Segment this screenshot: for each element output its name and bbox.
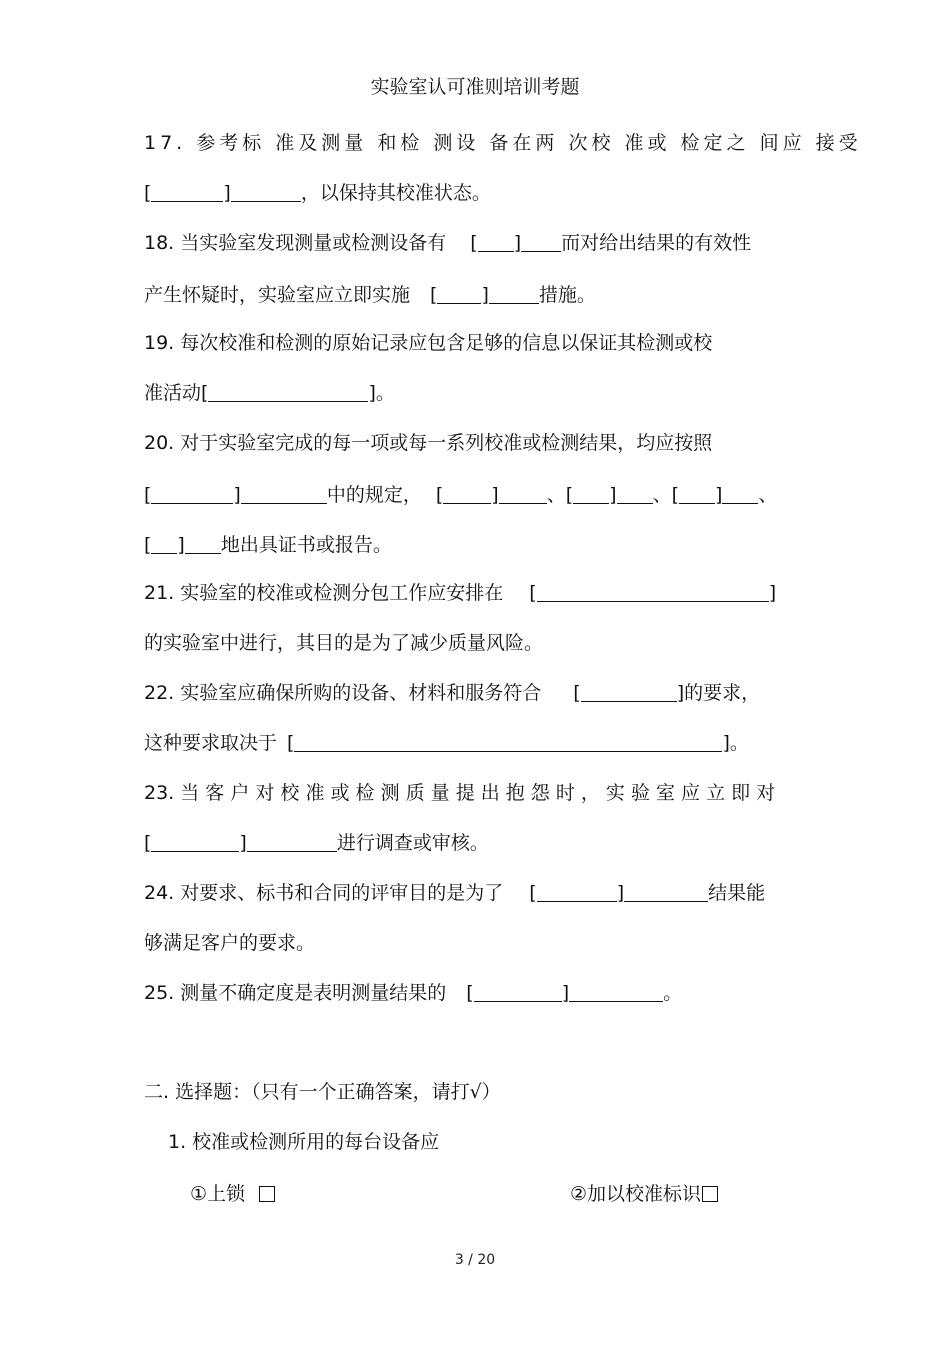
bracket-open: [ — [435, 484, 444, 506]
question-25-text-start: 25. 测量不确定度是表明测量结果的 — [144, 982, 447, 1004]
bracket-open: [ — [573, 682, 581, 704]
answer-blank[interactable] — [569, 983, 663, 1002]
question-24-text-start: 24. 对要求、标书和合同的评审目的是为了 — [144, 882, 504, 904]
question-18-text-end: 而对给出结果的有效性 — [561, 232, 752, 254]
mc-1-option-2[interactable] — [570, 1179, 718, 1206]
bracket-close: ] — [722, 732, 730, 754]
question-18-text-line2: 产生怀疑时，实验室应立即实施 — [144, 284, 411, 306]
question-17-line-2 — [144, 181, 491, 205]
question-19-line-2 — [144, 381, 395, 405]
answer-blank[interactable] — [521, 233, 561, 252]
mc-question-1: 1. 校准或检测所用的每台设备应 — [168, 1131, 440, 1153]
answer-blank[interactable] — [499, 485, 547, 504]
answer-blank[interactable] — [573, 485, 609, 504]
question-22-text-start: 22. 实验室应确保所购的设备、材料和服务符合 — [144, 682, 542, 704]
bracket-close: ] — [513, 232, 522, 254]
bracket-open: [ — [430, 284, 438, 306]
question-21-line-1 — [144, 581, 776, 605]
question-22-text-line2-end: 。 — [729, 732, 749, 754]
answer-blank[interactable] — [443, 485, 491, 504]
question-20-line-1: 20. 对于实验室完成的每一项或每一系列校准或检测结果，均应按照 — [144, 432, 713, 454]
page-title: 实验室认可准则培训考题 — [370, 76, 580, 98]
question-23-line-2 — [144, 831, 489, 855]
bracket-open: [ — [144, 182, 152, 204]
question-23-line-1: 23. 当 客 户 对 校 准 或 检 测 质 量 提 出 抱 怨 时 ， 实 验 室 应 立 即 对 — [144, 782, 776, 804]
bracket-close: ] — [491, 484, 499, 506]
answer-blank[interactable] — [624, 883, 708, 902]
bracket-open: [ — [144, 484, 152, 506]
bracket-close: ] — [561, 982, 570, 1004]
bracket-close: ] — [368, 382, 376, 404]
question-20-line-3 — [144, 533, 392, 557]
bracket-close: ] — [616, 882, 625, 904]
mc-1-option-2-label: ②加以校准标识 — [570, 1183, 702, 1205]
question-20-text-end: 地出具证书或报告。 — [220, 534, 392, 556]
question-18-text-start: 18. 当实验室发现测量或检测设备有 — [144, 232, 447, 254]
bracket-open: [ — [470, 232, 478, 254]
bracket-open: [ — [201, 382, 209, 404]
bracket-open: [ — [529, 582, 537, 604]
page-indicator: 3 / 20 — [454, 1252, 496, 1268]
question-22-line-2 — [144, 731, 749, 755]
bracket-close: ] — [676, 682, 685, 704]
answer-blank[interactable] — [247, 833, 337, 852]
answer-blank[interactable] — [581, 683, 677, 702]
mc-1-option-1-label: ①上锁 — [190, 1183, 246, 1205]
question-21-text-start: 21. 实验室的校准或检测分包工作应安排在 — [144, 582, 504, 604]
question-24-line-1 — [144, 881, 765, 905]
bracket-close: ] — [768, 582, 777, 604]
question-20-text-mid: 中的规定， — [326, 484, 422, 506]
answer-blank[interactable] — [241, 485, 327, 504]
answer-blank[interactable] — [185, 535, 221, 554]
question-24-text-end: 结果能 — [708, 882, 766, 904]
bracket-open: [ — [144, 832, 152, 854]
bracket-close: ] — [239, 832, 247, 854]
answer-blank[interactable] — [679, 485, 715, 504]
separator: 、 — [652, 484, 672, 506]
answer-blank[interactable] — [437, 285, 481, 304]
checkbox-icon[interactable] — [702, 1186, 718, 1202]
question-18-line-2 — [144, 283, 596, 307]
bracket-open: [ — [287, 732, 295, 754]
question-22-text-end: 的要求， — [684, 682, 761, 704]
answer-blank[interactable] — [722, 485, 758, 504]
section-2-heading: 二. 选择题：（只有一个正确答案，请打√） — [144, 1081, 501, 1103]
question-20-line-2 — [144, 483, 777, 507]
mc-1-option-1[interactable] — [190, 1179, 275, 1206]
question-22-line-1 — [144, 681, 760, 705]
question-17-text-end: ，以保持其校准状态。 — [300, 182, 491, 204]
answer-blank[interactable] — [537, 583, 769, 602]
separator: 、 — [758, 484, 778, 506]
answer-blank[interactable] — [151, 485, 233, 504]
question-22-text-line2: 这种要求取决于 — [144, 732, 278, 754]
question-18-text-line2-end: 措施。 — [538, 284, 596, 306]
bracket-close: ] — [609, 484, 617, 506]
answer-blank[interactable] — [294, 733, 722, 752]
question-17-line-1: 17. 参考标 准及测量 和检 测设 备在两 次校 准或 检定之 间应 接受 — [144, 132, 862, 154]
answer-blank[interactable] — [478, 233, 514, 252]
bracket-open: [ — [671, 484, 679, 506]
answer-blank[interactable] — [151, 183, 223, 202]
bracket-close: ] — [715, 484, 723, 506]
bracket-close: ] — [223, 182, 231, 204]
bracket-close: ] — [177, 534, 185, 556]
bracket-close: ] — [233, 484, 241, 506]
bracket-open: [ — [144, 534, 152, 556]
question-25-text-end: 。 — [663, 982, 683, 1004]
checkbox-icon[interactable] — [259, 1186, 275, 1202]
answer-blank[interactable] — [474, 983, 562, 1002]
bracket-open: [ — [466, 982, 474, 1004]
question-19-line-1: 19. 每次校准和检测的原始记录应包含足够的信息以保证其检测或校 — [144, 332, 713, 354]
question-24-line-2: 够满足客户的要求。 — [144, 932, 316, 954]
separator: 、 — [546, 484, 566, 506]
answer-blank[interactable] — [151, 535, 177, 554]
answer-blank[interactable] — [489, 285, 539, 304]
question-18-line-1 — [144, 231, 751, 255]
question-19-text-end: 。 — [375, 382, 395, 404]
question-19-text-start: 准活动 — [144, 382, 202, 404]
answer-blank[interactable] — [151, 833, 239, 852]
bracket-close: ] — [481, 284, 489, 306]
answer-blank[interactable] — [231, 183, 301, 202]
answer-blank[interactable] — [537, 883, 617, 902]
question-23-text-end: 进行调查或审核。 — [336, 832, 489, 854]
answer-blank[interactable] — [617, 485, 653, 504]
bracket-open: [ — [529, 882, 537, 904]
question-25-line-1 — [144, 981, 682, 1005]
question-21-line-2: 的实验室中进行，其目的是为了减少质量风险。 — [144, 632, 544, 654]
bracket-open: [ — [565, 484, 574, 506]
answer-blank[interactable] — [208, 383, 368, 402]
